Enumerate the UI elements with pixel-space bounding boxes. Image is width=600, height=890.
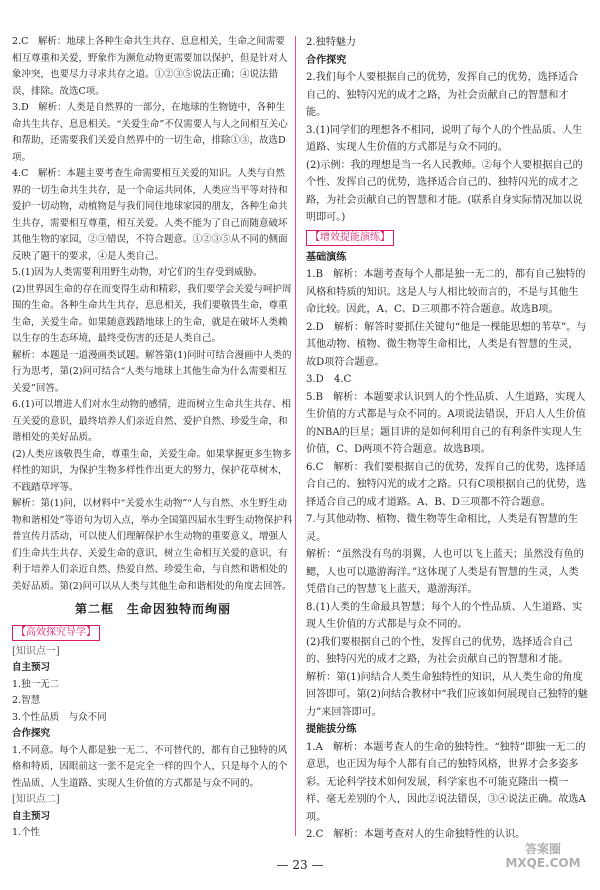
chapter-title: 第二框 生命因独特而绚丽 (74, 602, 231, 616)
knowledge-point-label: [知识点二] (12, 794, 60, 805)
column-divider (295, 36, 296, 836)
right-column (306, 34, 588, 844)
answer-paragraph: 8.(1)人类的生命最具智慧；每个人的个性品质、人生道路、实现人生价值的方式都是与众不同的。 (306, 601, 583, 630)
answer-paragraph: 3.D 4.C (306, 374, 352, 385)
section-heading: 自主预习 (12, 810, 51, 822)
answer-paragraph: 5.(1)因为人类需要利用野生动物，对它们的生存受到威胁。 (12, 267, 263, 278)
section-tag: 【增效提能演练】 (306, 230, 394, 246)
answer-paragraph: 1.不同意。每个人都是独一无二、不可替代的，都有自己独特的风格和特质，因眼前这一张不是完全一样的四个人，只是每个人的个性品质、人生道路、实现人生价值的方式都是与众不同的。 (12, 744, 288, 789)
answer-paragraph: 2.C 解析：本题考查对人的生命独特性的认识。 (306, 829, 526, 840)
answer-paragraph: 解析：本题是一道漫画类试题。解答第(1)问时可结合漫画中人类的行为思考，第(2)问可结合“人类与地球上其他生命为什么需要相互关爱”回答。 (12, 349, 292, 394)
answer-paragraph: 1.个性 (12, 827, 41, 838)
page-number: — 23 — (276, 858, 324, 872)
answer-paragraph: 解析：第(1)问，以材料中“关爱水生动物”“人与自然、水生野生动物和谐相处”等语句为切入点，举办全国第四届水生野生动物保护科普宣传月活动，可以使人们理解保护水生动物的重要意义，增强人们生命共生共存、关爱生命的意识，树立生命相互关爱的意识，有利于培养人们亲近自然、热爱自然、珍爱生命，与自然和谐相处的美好品质。第(2)问可以从人类与其他生命和谐相处的角度去回答。 (12, 498, 293, 592)
section-heading: 提能拔分练 (306, 724, 357, 735)
answer-paragraph: 解析：“虽然没有鸟的羽翼，人也可以飞上蓝天；虽然没有鱼的鳃，人也可以遨游海洋。”这体现了人类是有智慧的生灵，人类凭借自己的智慧飞上蓝天，遨游海洋。 (306, 549, 584, 595)
answer-paragraph: 2.独特魅力 (306, 37, 357, 48)
answer-paragraph: 5.B 解析：本题要求认识到人的个性品质、人生道路，实现人生价值的方式都是与众不同的。A项说法错误，开启人人生价值的NBA的巨星；题目讲的是如何利用自己的有利条件实现人生价值，C、D两项不符合题意。故选B项。 (306, 391, 586, 455)
knowledge-point-label: [知识点一] (12, 645, 60, 657)
answer-paragraph: 2.D 解析：解答时要抓住关键句“他是一棵能思想的苇草”。与其他动物、植物、微生物等生命相比，人类是有智慧的生灵，故D项符合题意。 (306, 321, 587, 368)
section-heading: 自主预习 (12, 662, 51, 673)
watermark-logo: 答案圈 MXQE.COM (505, 842, 581, 870)
answer-paragraph: 7.与其他动物、植物、微生物等生命相比，人类是有智慧的生灵。 (306, 514, 579, 543)
answer-paragraph: (2)我们要根据自己的个性，发挥自己的优势，选择适合自己的、独特闪光的成才之路，为社会贡献自己的智慧和才能。 (306, 636, 573, 665)
answer-paragraph: 3.D 解析：人类是自然界的一部分，在地球的生物链中，各种生命共生共存、息息相关。“关爱生命”不仅需要人与人之间相互关心和帮助，还需要我们关爱自然界中的一切生命，排除①③，故选D项。 (12, 102, 288, 163)
answer-paragraph: 3.(1)同学们的理想各不相同，说明了每个人的个性品质、人生道路、实现人生价值的方式都是与众不同的。 (306, 124, 583, 153)
answer-paragraph: 4.C 解析：本题主要考查生命需要相互关爱的知识。人类与自然界的一切生命共生共存，是一个命运共同体，人类应当平等对待和爱护一切动物，动植物是与我们同住地球家园的朋友，各种生命共生共存，需要相互尊重，相互关爱。人类不能为了自己而随意破坏其他生物的家园，②③错误，不符合题意。①②③⑤从不同的侧面反映了题干的要求，④是人类自己。 (12, 168, 288, 262)
section-tag: 【高效探究导学】 (12, 625, 100, 641)
answer-paragraph: (2)世界因生命的存在而变得生动和精彩，我们要学会关爱与呵护周围的生命。各种生命共生共存，息息相关，我们要敬畏生命，尊重生命，关爱生命。如果随意践踏地球上的生命，就是在破坏人类赖以生存的生态环境，最终受伤害的还是人类自己。 (12, 283, 292, 344)
answer-paragraph: 6.C 解析：我们要根据自己的优势，发挥自己的优势，选择适合自己的、独特闪光的成才之路。只有C项根据自己的优势，选择适合自己的成才道路。A、B、D三项都不符合题意。 (306, 461, 587, 508)
section-heading: 合作探究 (12, 728, 51, 739)
answer-paragraph: (2)人类应该敬畏生命，尊重生命，关爱生命。如果掌握更多生物多样性的知识，为保护生物多样性作出更大的努力，保护花草树木，不践踏草坪等。 (12, 448, 292, 493)
section-heading: 合作探究 (306, 54, 347, 66)
answer-paragraph: 1.独一无二 (12, 678, 60, 690)
answer-paragraph: (2)示例：我的理想是当一名人民教师。②每个人要根据自己的个性、发挥自己的优势，选择适合自己的、独特闪光的成才之路，为社会贡献自己的智慧和才能。(联系自身实际情况加以说明即可。) (306, 159, 583, 223)
left-column (12, 34, 294, 842)
answer-paragraph: 1.A 解析：本题考查人的生命的独特性。“独特”即独一无二的意思，也正因为每个人都有自己的独特风格，世界才会多姿多彩。无论科学技术如何发展，科学家也不可能克隆出一模一样、毫无差别的个人，因此②说法错误，③④说法正确。故选A项。 (306, 741, 586, 823)
answer-paragraph: 6.(1)可以增进人们对水生动物的感情，进而树立生命共生共存、相互关爱的意识，最终培养人们亲近自然、爱护自然、珍爱生命，和谐相处的美好品质。 (12, 399, 292, 443)
answer-paragraph: 1.B 解析：本题考查每个人都是独一无二的，都有自己独特的风格和特质的知识。这是人与人相比较而言的，不是与其他生命比较。因此，A、C、D三项都不符合题意。故选B项。 (306, 269, 586, 315)
section-heading: 基础演练 (306, 251, 347, 263)
answer-paragraph: 2.我们每个人要根据自己的优势，发挥自己的优势，选择适合自己的、独特闪光的成才之路，为社会贡献自己的智慧和才能。 (306, 72, 579, 118)
answer-paragraph: 2.智慧 (12, 695, 41, 706)
answer-paragraph: 2.C 解析：地球上各种生命共生共存、息息相关，生命之间需要相互尊重和关爱，野象作为濒危动物更需要加以保护，但是针对人象冲突，也要尽力寻求共存之道。①②③⑤说法正确；④说法错误，排除。故选C项。 (12, 36, 288, 97)
answer-paragraph: 解析：第(1)问结合人类生命独特性的知识，从人类生命的角度回答即可。第(2)问结合教材中“我们应该如何展现自己独特的魅力”来回答即可。 (306, 671, 588, 718)
answer-paragraph: 3.个性品质 与众不同 (12, 711, 107, 723)
